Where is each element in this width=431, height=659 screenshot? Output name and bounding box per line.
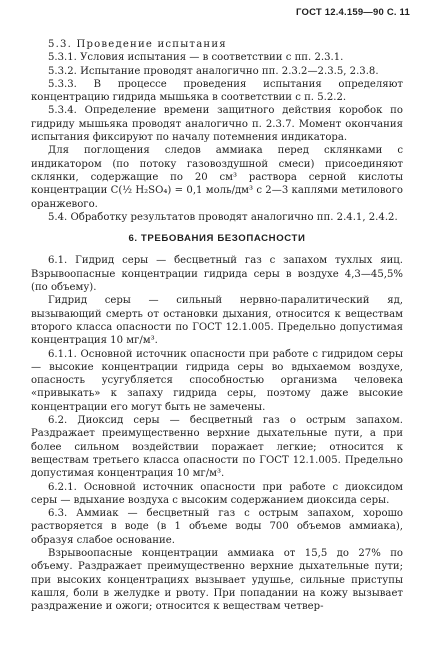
paragraph-5-3-1: 5.3.1. Условия испытания — в соответствии с пп. 2.3.1.: [48, 52, 344, 64]
paragraph-5-3-2: 5.3.2. Испытание проводят аналогично пп. 2.3.2—2.3.5, 2.3.8.: [48, 65, 379, 77]
page-header: ГОСТ 12.4.159—90 С. 11: [296, 7, 410, 18]
paragraph-6-2-1: 6.2.1. Основной источник опасности при работе с диоксидом серы — вдыхание воздуха с высоким содержанием диоксида серы.: [31, 481, 403, 506]
subsection-title-text: 5.3. Проведение испытания: [48, 39, 227, 50]
paragraph-6-1-toxicity: Гидрид серы — сильный нервно-паралитический яд, вызывающий смерть от остановки дыхания, относится к веществам второго класса опасности по ГОСТ 12.1.005. Предельно допустимая концентрация 10 мг/м³.: [31, 295, 403, 347]
paragraph-6-2: 6.2. Диоксид серы — бесцветный газ о острым запахом. Раздражает преимущественно верхние дыхательные пути, а при более сильном воздействии поражает легкие; относится к веществам третьего класса опасности по ГОСТ 12.1.005. Предельно допустимая концентрация 10 мг/м³.: [31, 415, 403, 480]
paragraph-6-3: 6.3. Аммиак — бесцветный газ с острым запахом, хорошо растворяется в воде (в 1 объеме воды 700 объемов аммиака), образуя слабое основание.: [31, 508, 403, 546]
paragraph-5-3-3: 5.3.3. В процессе проведения испытания определяют концентрацию гидрида мышьяка в соответствии с п. 5.2.2.: [31, 78, 403, 104]
paragraph-6-1-text: 6.1. Гидрид серы — бесцветный газ с запахом тухлых яиц. Взрывоопасные концентрации гидрида серы в воздухе 4,3—45,5% (по объему).: [31, 255, 403, 294]
paragraph-6-1: [31, 254, 403, 294]
paragraph-6-1-1: 6.1.1. Основной источник опасности при работе с гидридом серы — высокие концентрации гидрида серы во вдыхаемом воздухе, опасность усугубляется способностью организма человека «привыкать» к запаху гидрида серы, поэтому даже высокие концентрации его могут быть не замечены.: [31, 348, 403, 413]
paragraph-5-3-4: 5.3.4. Определение времени защитного действия коробок по гидриду мышьяка проводят аналогично п. 2.3.7. Момент окончания испытания фиксируют по началу потемнения индикатора.: [31, 105, 403, 144]
paragraph-6-3-explosive: Взрывоопасные концентрации аммиака от 15,5 до 27% по объему. Раздражает преимущественно верхние дыхательные пути; при высоких концентрациях вызывает удушье, сильные приступы кашля, боли в желудке и рвоту. При попадании на кожу вызывает раздражение и ожоги; относится к веществам четвер-: [31, 547, 403, 613]
paragraph-5-4: 5.4. Обработку результатов проводят аналогично пп. 2.4.1, 2.4.2.: [48, 211, 398, 223]
paragraph-ammonia-absorption: Для поглощения следов аммиака перед склянками с индикатором (по потоку газовоздушной смеси) присоединяют склянки, содержащие по 20 см³ раствора серной кислоты концентрации C(½ H₂SO₄) = 0,1 моль/дм³ с 2—3 каплями метилового оранжевого.: [31, 145, 403, 210]
section-title-safety: 6. ТРЕБОВАНИЯ БЕЗОПАСНОСТИ: [128, 233, 306, 245]
document-body: [31, 38, 403, 613]
subsection-title-5-3: [31, 38, 403, 51]
